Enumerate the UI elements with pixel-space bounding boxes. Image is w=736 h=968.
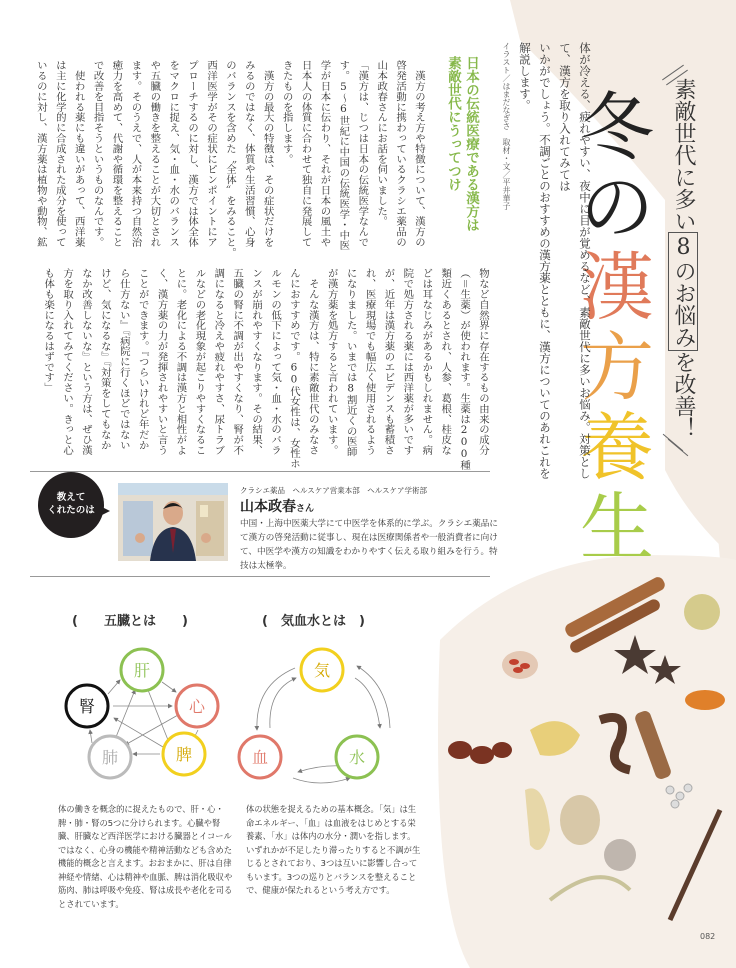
name-text: 山本政春: [240, 499, 296, 515]
cinnamon-sticks-icon: [563, 575, 667, 655]
text-column: ら仕方ない』『病院に行くほどではない: [117, 268, 130, 450]
herb-cluster-icon: [684, 594, 720, 630]
lead-line: 体が冷える、疲れやすい、夜中に目が覚めるなど、素敵世代に多いお悩み。対策として、漢方を取り入れてみては: [558, 42, 592, 479]
twig-icon: [670, 810, 720, 920]
text-column: プローチするのに対し、漢方では体全体: [186, 60, 199, 248]
organ-label: 腎: [78, 697, 96, 716]
herbs-illustration: [430, 560, 736, 960]
text-column: く、漢方薬の力が発揮されやすいと言う: [155, 268, 168, 456]
article-body-top: [30, 60, 428, 265]
kiketsusui-circles: [239, 649, 378, 778]
element-label: 水: [348, 748, 366, 767]
text-column: 五臓の腎に不調が出やすくなり、腎が不: [231, 268, 244, 456]
text-column: 院で処方される薬には西洋薬が多いです: [401, 268, 414, 456]
text-column: は主に化学的に合成された成分を使って: [53, 60, 66, 248]
text-column: なか改善しないな』という方は、ぜひ漢: [79, 268, 92, 456]
heading-line: 素敵世代にうってつけ: [445, 56, 461, 191]
herb-slice-icon: [560, 795, 600, 845]
organ-label: 心: [188, 697, 206, 716]
text-column: 西洋医学がその症状にピンポイントにア: [205, 60, 218, 248]
text-column: 漢方の考え方や特徴について、漢方の: [413, 60, 425, 248]
gozo-title: ( 五臓とは ): [72, 614, 188, 629]
text-column: や五臓の働きを整えることが大切とされ: [148, 60, 161, 248]
gozo-circles: [66, 649, 218, 778]
text-column: ことができます。『つらいけれど年だか: [136, 268, 149, 450]
text-column: みるのではなく、体質や生活習慣、心身: [242, 60, 255, 248]
text-column: ンスが崩れやすくなります。その結果、: [250, 268, 263, 456]
title-char: の: [580, 165, 652, 251]
lead-line: いかがでしょう。不調ごとのおすすめの漢方薬とともに、漢方についてのあれこれを解説します。: [518, 42, 552, 479]
organ-label: 肝: [133, 661, 151, 680]
licorice-slice-icon: [525, 788, 550, 850]
organ-label: 脾: [175, 745, 193, 764]
text-column: （＝生薬）が使われます。生薬は200種: [458, 268, 471, 471]
gozo-description: 体の働きを概念的に捉えたもので、肝・心・脾・肺・腎の5つに分けられます。心臓や腎臓、肝臓など西洋医学における臓器とイコールではなく、心身の機能や精神活動なども含めた機能的概念と言えます。おおまかに、肝は自律神経や情緒、心は精神や血脈、脾は消化吸収や筋肉、肺は呼吸や免疫、腎は成長や老化を司るとされています。: [58, 804, 233, 909]
text-column: そんな漢方は、特に素敵世代のみなさ: [306, 268, 319, 456]
text-column: きたものを指します。: [280, 60, 293, 164]
text-column: どは耳なじみがあるかもしれません。病: [420, 268, 433, 456]
text-column: ルモンの低下によって気・血・水のバラ: [269, 268, 282, 456]
text-column: んにおすすめです。60代女性は、女性ホ: [287, 268, 300, 469]
text-column: 啓発活動に携わっているクラシエ薬品の: [394, 60, 407, 248]
divider: [30, 576, 490, 577]
text-column: 方を取り入れてみてください。きっと心: [61, 268, 74, 456]
element-label: 血: [251, 748, 269, 767]
goji-berries-icon: [502, 651, 538, 679]
text-column: 調になると冷えや疲れやすさ、尿トラブ: [212, 268, 225, 456]
text-column: のバランスを含めた〝全体〟をみること。: [223, 60, 236, 258]
page-number: 082: [700, 932, 716, 941]
article-heading: [444, 56, 480, 266]
subtitle-post: を改善！: [671, 351, 696, 439]
text-column: す。5～6世紀に中国の伝統医学・中医: [337, 60, 350, 251]
text-column: いるのに対し、漢方薬は植物や動物、鉱: [34, 60, 47, 248]
text-column: が漢方薬を処方すると言われています。: [325, 268, 338, 456]
lead-text: [515, 42, 595, 482]
text-column: も体も楽になるはずです」: [42, 268, 55, 393]
text-column: けど、気になるな』『対策をしてもなか: [98, 268, 111, 450]
divider: [30, 471, 490, 472]
title-char: 冬: [580, 85, 652, 171]
subtitle-box: 8のお悩み: [668, 232, 698, 351]
root-icon: [600, 718, 630, 771]
text-column: が、近年は漢方薬のエビデンスも蓄積さ: [382, 268, 395, 456]
title-char: 漢: [580, 245, 652, 331]
jujube-dates-icon: [448, 741, 512, 764]
stem-icon: [550, 877, 630, 900]
text-column: 「漢方は、じつは日本の伝統医学なんで: [356, 60, 369, 248]
title-char: 方: [580, 325, 652, 411]
seeds-icon: [666, 784, 692, 808]
element-label: 気: [313, 661, 331, 680]
text-column: ルなどの老化現象が起こりやすくなるこ: [193, 268, 206, 456]
text-column: になりました。いまでは8割近くの医師: [344, 268, 357, 457]
profile-bio: 中国・上海中医薬大学にて中医学を体系的に学ぶ。クラシエ薬品にて漢方の啓発活動に従事し、現在は医療関係者や一般消費者に向けて、中医学や漢方の知識をわかりやすく伝える取り組みを行う。特技は太極拳。: [240, 519, 498, 571]
ginger-icon: [530, 721, 580, 756]
saffron-icon: [685, 690, 725, 710]
honorific: さん: [296, 504, 315, 514]
kiketsusui-title: ( 気血水とは ): [262, 614, 365, 629]
text-column: ます。そのうえで、人が本来持つ自然治: [129, 60, 142, 248]
text-column: 日本人の体質に合わせて独自に発展して: [299, 60, 312, 248]
pepper-cluster-icon: [604, 839, 636, 871]
text-column: 使われる薬にも違いがあって、西洋薬: [72, 60, 85, 248]
profile-name: [240, 496, 314, 516]
text-column: 学が日本に伝わり、それが日本の風土や: [318, 60, 331, 248]
text-column: 漢方の最大の特徴は、その症状だけを: [261, 60, 274, 248]
kiketsusui-description: 体の状態を捉えるための基本概念。「気」は生命エネルギー、「血」は血液をはじめとする栄養素、「水」は体内の水分・潤いを指します。いずれかが不足したり滞ったりすると不調が生じるとされており、3つは互いに影響し合ってもいます。3つの巡りとバランスを整えることで、健康が保たれるという考え方です。: [246, 804, 421, 895]
text-column: で改善を目指そうというものなんです。: [91, 60, 104, 248]
badge-line: 教えて: [56, 492, 86, 503]
badge-line: くれたのは: [47, 505, 95, 516]
article-body-bottom: [30, 268, 492, 471]
text-column: 物など自然界に存在するもの由来の成分: [477, 268, 489, 456]
subtitle-pre: 素敵世代に多い: [671, 78, 696, 232]
profile-badge: [38, 472, 104, 538]
title-char: 生: [580, 485, 652, 571]
credit: イラスト／はまだなぎさ 取材・文／平井華子: [502, 42, 511, 210]
title-char: 養: [580, 405, 652, 491]
organ-label: 肺: [101, 748, 119, 767]
text-column: 山本政春さんにお話を伺いました。: [375, 60, 388, 227]
star-anise-icon: [614, 635, 681, 684]
text-column: 類近くあるとされ、人参、葛根、桂皮な: [439, 268, 452, 456]
heading-line: 日本の伝統医療である漢方は: [463, 56, 479, 232]
profile-photo: [118, 483, 228, 561]
text-column: とに。老化による不調は漢方と相性がよ: [174, 268, 187, 456]
diagrams: [0, 630, 440, 800]
subtitle: [668, 78, 698, 478]
text-column: をマクロに捉え、気・血・水のバランス: [167, 60, 180, 248]
text-column: 癒力を高めて、代謝や循環を整えること: [110, 60, 123, 248]
bark-icon: [634, 709, 673, 780]
text-column: れ、医療現場でも幅広く使用されるよう: [363, 268, 376, 456]
profile-organization: クラシエ薬品 ヘルスケア営業本部 ヘルスケア学術部: [240, 486, 428, 495]
